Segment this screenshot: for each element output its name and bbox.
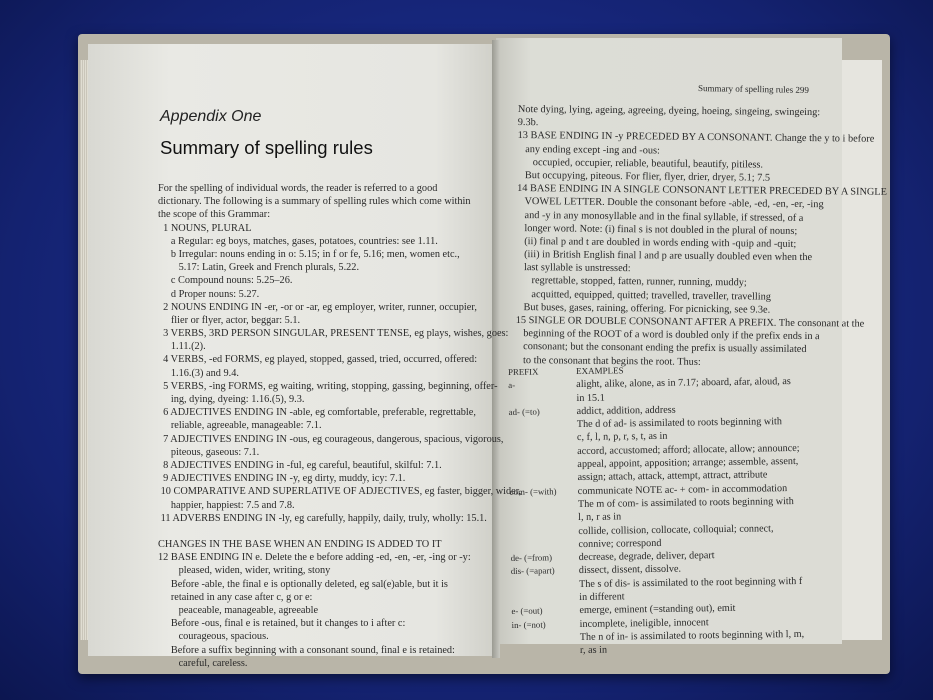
text-line: VOWEL LETTER. Double the consonant before -able, -ed, -en, -er, -ing: [516, 196, 824, 211]
text-line: But buses, gases, raining, offering. For picnicking, see 9.3e.: [515, 301, 771, 316]
text-line: regrettable, stopped, fatten, runner, running, muddy;: [516, 275, 747, 289]
examples-cell: incomplete, ineligible, innocent: [579, 616, 709, 630]
examples-cell: decrease, degrade, deliver, depart: [578, 550, 715, 564]
text-line: 1 NOUNS, PLURAL: [158, 222, 252, 234]
prefix-table: [508, 362, 804, 659]
examples-cell: assign; attach, attack, attempt, attract, attribute: [577, 469, 768, 484]
text-line: 5 VERBS, -ing FORMS, eg waiting, writing, stopping, gassing, beginning, offer-: [158, 380, 498, 392]
page-heading: Summary of spelling rules: [160, 137, 373, 158]
text-line: to the consonant that begins the root. Thus:: [515, 354, 701, 368]
text-line: ing, dying, dyeing: 1.16.(5), 9.3.: [158, 394, 305, 405]
text-line: acquitted, equipped, quitted; travelled, traveller, travelling: [515, 288, 771, 303]
text-line: longer word. Note: (i) final s is not doubled in the plural of nouns;: [516, 222, 798, 237]
text-line: (ii) final p and t are doubled in words ending with -quip and -quit;: [516, 235, 797, 250]
text-line: 11 ADVERBS ENDING IN -ly, eg carefully, happily, daily, truly, wholly: 15.1.: [158, 512, 487, 524]
prefix-cell: [509, 445, 577, 459]
text-line: But occupying, piteous. For flier, flyer, drier, dryer, 5.1; 7.5: [517, 169, 771, 184]
prefix-cell: e- (=out): [511, 605, 543, 617]
prefix-cell: a-: [508, 380, 516, 391]
text-line: and -y in any monosyllable and in the final syllable, if stressed, of a: [516, 209, 804, 224]
examples-cell: dissect, dissent, dissolve.: [578, 564, 682, 577]
examples-cell: collide, collision, collocate, colloquial; connect,: [578, 522, 774, 537]
prefix-cell: com- (=with): [509, 486, 557, 497]
header-prefix: PREFIX: [508, 366, 539, 377]
examples-cell: appeal, appoint, apposition; arrange; assemble, assent,: [577, 456, 799, 471]
text-line: 3 VERBS, 3RD PERSON SINGULAR, PRESENT TENSE, eg plays, wishes, goes:: [158, 328, 509, 340]
text-line: any ending except -ing and -ous:: [517, 143, 660, 157]
text-line: Before -able, the final e is optionally deleted, eg sal(e)able, but it is: [158, 578, 448, 590]
text-line: careful, careless.: [158, 657, 248, 669]
text-line: 6 ADJECTIVES ENDING IN -able, eg comfortable, preferable, regrettable,: [158, 407, 476, 419]
appendix-title: Appendix One: [160, 108, 262, 125]
right-page-body: [515, 103, 888, 371]
text-line: For the spelling of individual words, the reader is referred to a good: [158, 183, 438, 194]
prefix-cell: [510, 511, 578, 525]
prefix-cell: [509, 418, 577, 432]
text-line: courageous, spacious.: [158, 631, 269, 643]
examples-cell: addict, addition, address: [576, 404, 676, 417]
text-line: reliable, agreeable, manageable: 7.1.: [158, 420, 322, 432]
header-examples: EXAMPLES: [576, 365, 624, 377]
prefix-cell: [512, 631, 580, 645]
text-line: 1.11.(2).: [158, 341, 206, 353]
prefix-cell: [508, 392, 576, 406]
prefix-cell: dis- (=apart): [510, 565, 555, 577]
examples-cell: alight, alike, alone, as in 7.17; aboard, afar, aloud, as: [576, 376, 791, 391]
text-line: 15 SINGLE OR DOUBLE CONSONANT AFTER A PREFIX. The consonant at the: [515, 314, 865, 330]
text-line: 4 VERBS, -ed FORMS, eg played, stopped, gassed, tried, occurred, offered:: [158, 354, 478, 366]
text-line: happier, happiest: 7.5 and 7.8.: [158, 499, 295, 511]
prefix-cell: [510, 525, 578, 539]
text-line: pleased, widen, wider, writing, stony: [158, 565, 331, 577]
text-line: 2 NOUNS ENDING IN -er, -or or -ar, eg employer, writer, runner, occupier,: [158, 301, 477, 313]
examples-cell: c, f, l, n, p, r, s, t, as in: [576, 431, 668, 444]
text-line: beginning of the ROOT of a word is doubled only if the prefix ends in a: [515, 328, 820, 343]
prefix-cell: [509, 471, 577, 485]
prefix-cell: [510, 498, 578, 512]
text-line: 5.17: Latin, Greek and French plurals, 5.22.: [158, 262, 360, 274]
text-line: CHANGES IN THE BASE WHEN AN ENDING IS ADDED TO IT: [158, 539, 442, 551]
running-head: Summary of spelling rules 299: [697, 83, 810, 95]
text-line: 1.16.(3) and 9.4.: [158, 367, 239, 379]
text-line: peaceable, manageable, agreeable: [158, 605, 319, 616]
text-line: Before -ous, final e is retained, but it changes to i after c:: [158, 618, 406, 630]
examples-cell: in 15.1: [576, 392, 605, 404]
text-line: [158, 525, 521, 538]
text-line: Before a suffix beginning with a consonant sound, final e is retained:: [158, 644, 455, 656]
examples-cell: The n of in- is assimilated to roots beginning with l, m,: [579, 628, 805, 643]
text-line: (iii) in British English final l and p are usually doubled even when the: [516, 249, 813, 264]
text-line: retained in any case after c, g or e:: [158, 591, 313, 603]
prefix-cell: [509, 458, 577, 472]
examples-cell: The m of com- is assimilated to roots beginning with: [577, 495, 794, 511]
prefix-cell: ad- (=to): [508, 406, 540, 417]
text-line: last syllable is unstressed:: [516, 262, 631, 275]
prefix-cell: [509, 432, 577, 446]
text-line: dictionary. The following is a summary of spelling rules which come within: [158, 196, 471, 208]
examples-cell: r, as in: [579, 644, 608, 657]
prefix-cell: [512, 644, 580, 658]
text-line: 9.3b.: [517, 117, 539, 129]
examples-cell: accord, accustomed; afford; allocate, allow; announce;: [577, 442, 800, 457]
text-line: 7 ADJECTIVES ENDING IN -ous, eg courageous, dangerous, spacious, vigorous,: [158, 433, 504, 445]
examples-cell: communicate NOTE ac- + com- in accommodation: [577, 482, 788, 497]
prefix-cell: de- (=from): [510, 552, 553, 564]
text-line: 10 COMPARATIVE AND SUPERLATIVE OF ADJECTIVES, eg faster, bigger, wider,: [158, 486, 522, 498]
text-line: a Regular: eg boys, matches, gases, potatoes, countries: see 1.11.: [158, 235, 438, 247]
prefix-cell: [511, 578, 579, 592]
text-line: 9 ADJECTIVES ENDING IN -y, eg dirty, muddy, icy: 7.1.: [158, 473, 406, 485]
examples-cell: The s of dis- is assimilated to the root beginning with f: [578, 575, 803, 590]
examples-cell: The d of ad- is assimilated to roots beginning with: [576, 416, 783, 431]
text-line: c Compound nouns: 5.25–26.: [158, 275, 293, 287]
text-line: consonant; but the consonant ending the prefix is usually assimilated: [515, 341, 807, 356]
text-line: occupied, occupier, reliable, beautiful, beautify, pitiless.: [517, 156, 764, 171]
text-line: flier or flyer, actor, beggar: 5.1.: [158, 314, 301, 326]
text-line: d Proper nouns: 5.27.: [158, 288, 260, 300]
left-page-body: [158, 182, 521, 670]
examples-cell: connive; correspond: [578, 537, 662, 550]
text-line: b Irregular: nouns ending in o: 5.15; in f or fe, 5.16; men, women etc.,: [158, 248, 460, 260]
examples-cell: in different: [579, 591, 625, 604]
examples-cell: emerge, eminent (=standing out), emit: [579, 603, 736, 617]
prefix-cell: [510, 538, 578, 552]
prefix-cell: in- (=not): [511, 619, 546, 630]
text-line: the scope of this Grammar:: [158, 209, 271, 221]
text-line: Note dying, lying, ageing, agreeing, dyeing, hoeing, singeing, swingeing:: [517, 103, 821, 119]
text-line: 12 BASE ENDING IN e. Delete the e before adding -ed, -en, -er, -ing or -y:: [158, 552, 471, 564]
text-line: 14 BASE ENDING IN A SINGLE CONSONANT LETTER PRECEDED BY A SINGLE: [517, 183, 887, 198]
text-line: 13 BASE ENDING IN -y PRECEDED BY A CONSONANT. Change the y to i before: [517, 130, 875, 146]
examples-cell: l, n, r as in: [578, 511, 622, 524]
text-line: piteous, gaseous: 7.1.: [158, 446, 260, 458]
prefix-cell: [511, 591, 579, 605]
text-line: 8 ADJECTIVES ENDING in -ful, eg careful, beautiful, skilful: 7.1.: [158, 459, 442, 471]
